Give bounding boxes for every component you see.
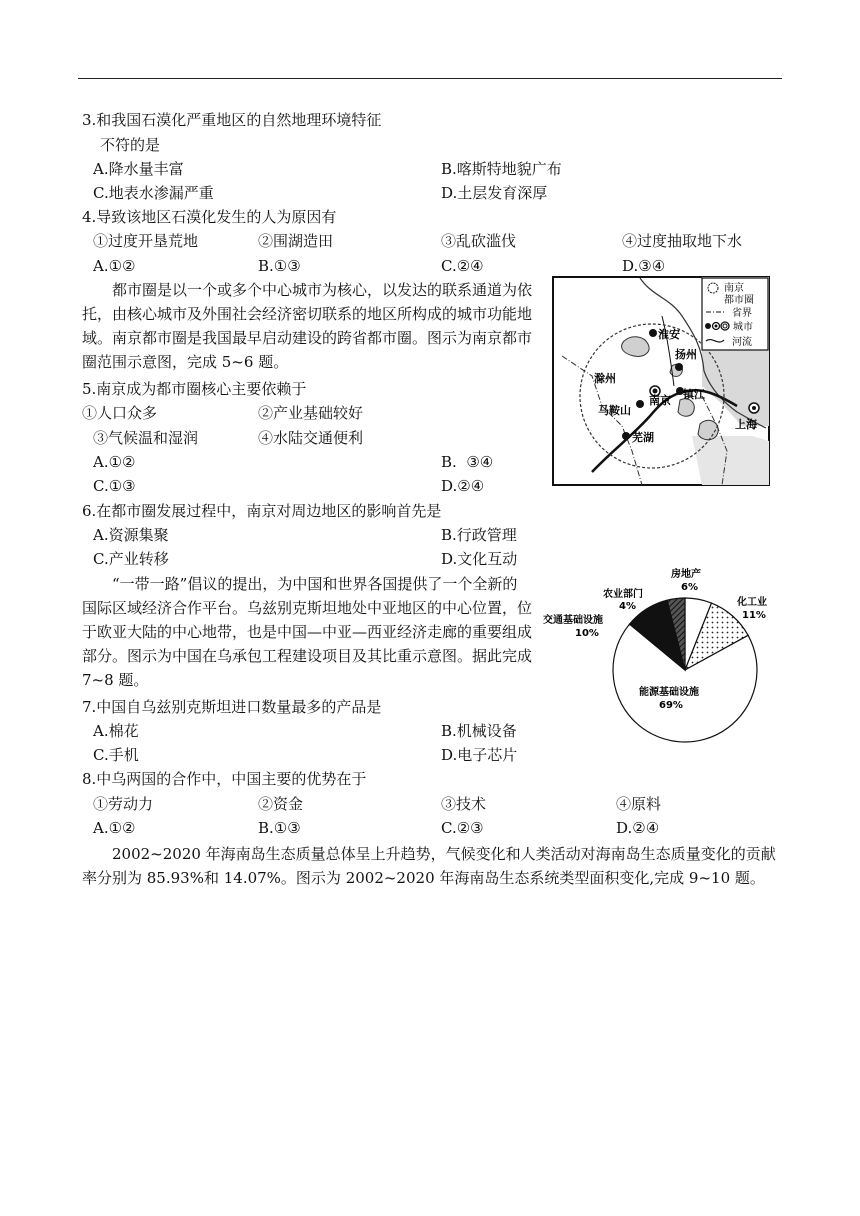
city-yangzhou-dot — [675, 363, 683, 371]
slice-label-transport: 交通基础设施 — [543, 615, 603, 626]
q6-option-b[interactable]: B.行政管理 — [441, 526, 517, 544]
q8-stem: 8.中乌两国的合作中，中国主要的优势在于 — [82, 770, 367, 788]
legend-circle-label-1: 南京 — [724, 283, 744, 294]
q4-stem: 4.导致该地区石漠化发生的人为原因有 — [82, 208, 337, 226]
q5-item-1: ①人口众多 — [82, 404, 158, 422]
q5-stem: 5.南京成为都市圈核心主要依赖于 — [82, 380, 307, 398]
city-huaian-dot — [649, 329, 657, 337]
slice-pct-realestate: 6% — [681, 582, 698, 593]
city-huaian-label: 淮安 — [658, 328, 680, 341]
q5-option-d[interactable]: D.②④ — [441, 477, 485, 495]
q4-option-a[interactable]: A.①② — [93, 257, 136, 275]
nanjing-metro-map — [552, 276, 770, 486]
legend-boundary-label: 省界 — [732, 308, 752, 319]
q8-item-2: ②资金 — [258, 795, 304, 813]
q3-option-b[interactable]: B.喀斯特地貌广布 — [441, 160, 562, 178]
passage-nanjing: 都市圈是以一个或多个中心城市为核心，以发达的联系通道为依托，由核心城市及外围社会经济密切联系的地区所构成的城市功能地域。南京都市圈是我国最早启动建设的跨省都市圈。图示为南京都市圈范围示意图，完成 5~6 题。 — [82, 281, 533, 371]
slice-label-energy: 能源基础设施 — [639, 687, 699, 698]
q5-item-2: ②产业基础较好 — [258, 404, 364, 422]
q7-option-b[interactable]: B.机械设备 — [441, 722, 517, 740]
q3-option-d[interactable]: D.土层发育深厚 — [441, 184, 548, 202]
q8-item-3: ③技术 — [441, 795, 487, 813]
city-shanghai-label: 上海 — [735, 418, 757, 431]
passage-uzbekistan: “一带一路”倡议的提出，为中国和世界各国提供了一个全新的国际区域经济合作平台。乌兹别克斯坦地处中亚地区的中心位置，位于欧亚大陆的中心地带，也是中国—中亚—西亚经济走廊的重要组成部分。图示为中国在乌承包工程建设项目及其比重示意图。据此完成 7~8 题。 — [82, 575, 533, 689]
project-share-pie-chart — [535, 565, 775, 745]
q4-option-c[interactable]: C.②④ — [441, 257, 484, 275]
city-wuhu-label: 芜湖 — [632, 431, 654, 444]
header-rule — [78, 78, 782, 79]
q5-item-3: ③气候温和湿润 — [93, 429, 199, 447]
q7-option-d[interactable]: D.电子芯片 — [441, 746, 518, 764]
q6-option-c[interactable]: C.产业转移 — [93, 550, 169, 568]
q8-option-d[interactable]: D.②④ — [616, 819, 660, 837]
slice-label-realestate: 房地产 — [671, 569, 701, 580]
city-maanshan-dot — [636, 400, 644, 408]
q8-option-c[interactable]: C.②③ — [441, 819, 484, 837]
slice-label-chemical: 化工业 — [737, 597, 767, 608]
lake-hongze — [622, 337, 649, 357]
q3-option-a[interactable]: A.降水量丰富 — [93, 160, 184, 178]
q5-item-4: ④水陆交通便利 — [258, 429, 364, 447]
sea-area-south — [692, 436, 769, 485]
q3-stem-line1: 3.和我国石漠化严重地区的自然地理环境特征 — [82, 111, 382, 129]
q5-option-a[interactable]: A.①② — [93, 453, 136, 471]
city-wuhu-dot — [622, 432, 630, 440]
slice-pct-transport: 10% — [575, 628, 599, 639]
q8-item-1: ①劳动力 — [93, 795, 154, 813]
q3-stem-line2: 不符的是 — [100, 136, 161, 154]
q8-option-a[interactable]: A.①② — [93, 819, 136, 837]
legend-city-symbol-2-core — [715, 325, 718, 328]
q8-item-4: ④原料 — [616, 795, 662, 813]
passage-hainan: 2002~2020 年海南岛生态质量总体呈上升趋势，气候变化和人类活动对海南岛生态质量变化的贡献率分别为 85.93%和 14.07%。图示为 2002~2020 年海南岛生态系统类型面积变化,完成 9~10 题。 — [82, 845, 776, 887]
q7-option-c[interactable]: C.手机 — [93, 746, 139, 764]
q4-item-2: ②围湖造田 — [258, 232, 334, 250]
q6-option-d[interactable]: D.文化互动 — [441, 550, 518, 568]
q6-option-a[interactable]: A.资源集聚 — [93, 526, 169, 544]
city-nanjing-dot — [653, 389, 658, 394]
city-nanjing-label: 南京 — [649, 394, 671, 407]
city-yangzhou-label: 扬州 — [675, 348, 697, 361]
slice-pct-chemical: 11% — [742, 610, 766, 621]
q7-stem: 7.中国自乌兹别克斯坦进口数量最多的产品是 — [82, 698, 382, 716]
q7-option-a[interactable]: A.棉花 — [93, 722, 139, 740]
q4-option-b[interactable]: B.①③ — [258, 257, 301, 275]
q5-option-b[interactable]: B. ③④ — [441, 453, 494, 471]
q4-option-d[interactable]: D.③④ — [622, 257, 666, 275]
pie-slices — [613, 598, 757, 742]
legend-city-symbol-3 — [721, 322, 729, 330]
q3-option-c[interactable]: C.地表水渗漏严重 — [93, 184, 214, 202]
city-chuzhou-label: 滁州 — [594, 372, 616, 385]
slice-pct-agriculture: 4% — [619, 601, 636, 612]
legend-city-label: 城市 — [733, 322, 753, 333]
city-shanghai-dot — [752, 406, 756, 410]
q4-item-3: ③乱砍滥伐 — [441, 232, 517, 250]
city-zhenjiang-label: 镇江 — [683, 388, 705, 401]
lake-small — [678, 399, 694, 417]
q5-option-c[interactable]: C.①③ — [93, 477, 136, 495]
legend-river-label: 河流 — [732, 337, 752, 348]
city-maanshan-label: 马鞍山 — [598, 404, 631, 417]
slice-pct-energy: 69% — [659, 700, 683, 711]
q6-stem: 6.在都市圈发展过程中，南京对周边地区的影响首先是 — [82, 502, 442, 520]
q4-item-4: ④过度抽取地下水 — [622, 232, 743, 250]
legend-city-symbol-1 — [705, 323, 711, 329]
q4-item-1: ①过度开垦荒地 — [93, 232, 199, 250]
legend-circle-label-2: 都市圈 — [724, 295, 754, 306]
slice-label-agriculture: 农业部门 — [603, 589, 643, 600]
q8-option-b[interactable]: B.①③ — [258, 819, 301, 837]
